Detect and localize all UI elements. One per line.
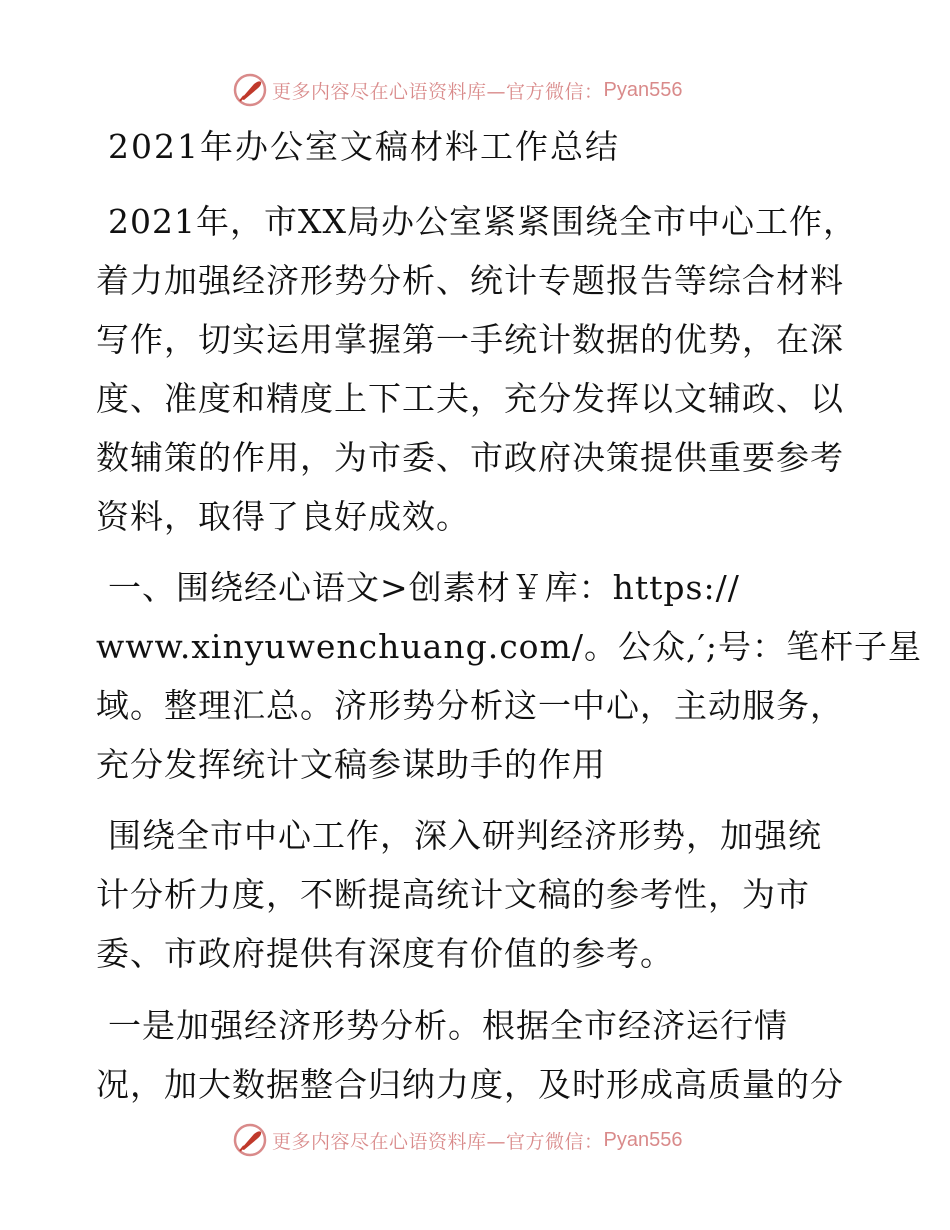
watermark-account: Pyan556 <box>603 78 683 101</box>
quill-circle-logo <box>232 72 268 108</box>
text-line: 一、围绕经心语文>创素材￥库：https:// <box>108 568 740 607</box>
text-line: 度、准度和精度上下工夫，充分发挥以文辅政、以 <box>96 379 844 418</box>
watermark-text: 更多内容尽在心语资料库—官方微信： <box>272 80 604 103</box>
text-line: 资料，取得了良好成效。 <box>96 497 470 536</box>
quill-circle-logo <box>232 1122 268 1158</box>
text-line: 充分发挥统计文稿参谋助手的作用 <box>96 745 606 784</box>
text-line: 一是加强经济形势分析。根据全市经济运行情 <box>108 1006 788 1045</box>
watermark-text: 更多内容尽在心语资料库—官方微信： <box>272 1130 604 1153</box>
watermark-account: Pyan556 <box>603 1128 683 1151</box>
paragraph-4 <box>96 996 852 1114</box>
text-line: 况，加大数据整合归纳力度，及时形成高质量的分 <box>96 1065 844 1104</box>
header-watermark <box>232 70 682 110</box>
text-line: www.xinyuwenchuang.com/。公众,′;号：笔杆子星 <box>96 627 923 666</box>
text-line: 围绕全市中心工作，深入研判经济形势，加强统 <box>108 816 822 855</box>
paragraph-2 <box>96 558 923 794</box>
text-line: 写作，切实运用掌握第一手统计数据的优势，在深 <box>96 320 844 359</box>
text-line: 数辅策的作用，为市委、市政府决策提供重要参考 <box>96 438 844 477</box>
text-line: 委、市政府提供有深度有价值的参考。 <box>96 934 674 973</box>
text-line: 计分析力度，不断提高统计文稿的参考性，为市 <box>96 875 810 914</box>
paragraph-3 <box>96 806 852 983</box>
text-line: 2021年，市XX局办公室紧紧围绕全市中心工作， <box>108 202 857 241</box>
text-line: 域。整理汇总。济形势分析这一中心，主动服务， <box>96 686 844 725</box>
footer-watermark <box>232 1120 682 1160</box>
paragraph-1 <box>96 192 857 546</box>
document-title: 2021年办公室文稿材料工作总结 <box>108 127 620 166</box>
text-line: 着力加强经济形势分析、统计专题报告等综合材料 <box>96 261 844 300</box>
